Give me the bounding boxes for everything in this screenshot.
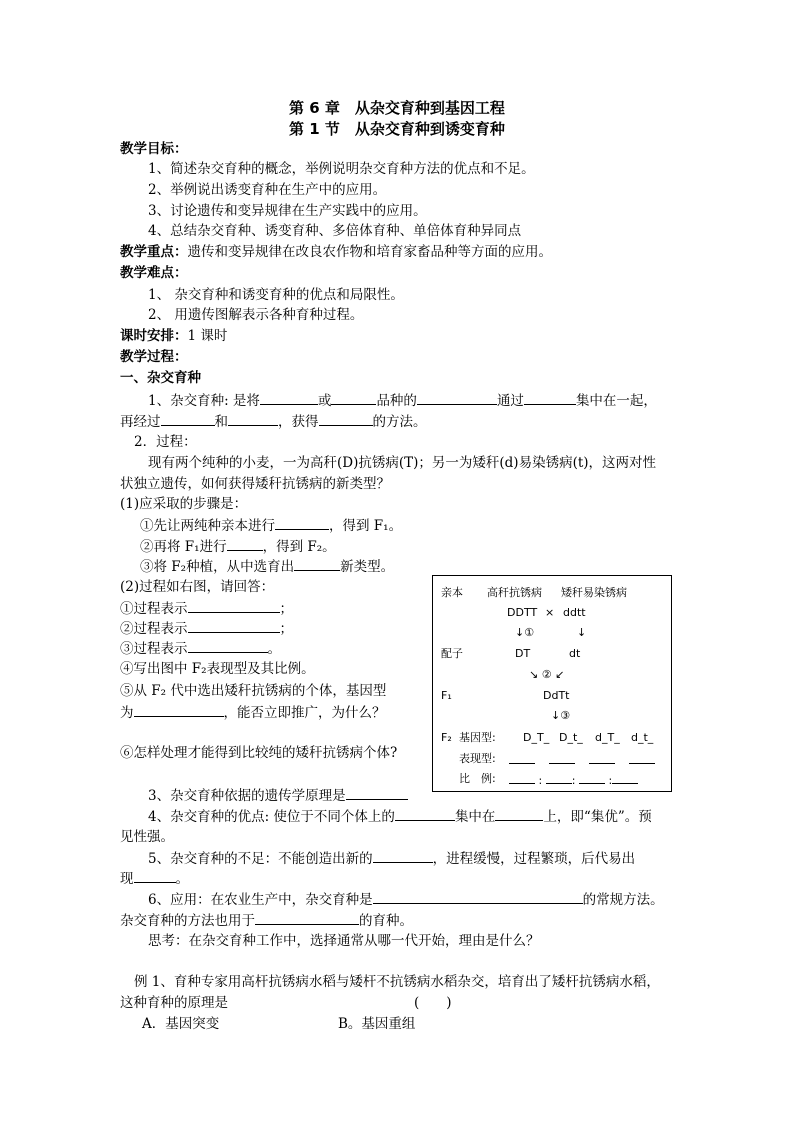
cross-symbol: × <box>545 606 555 619</box>
objective-item: 2、举例说出诱变育种在生产中的应用。 <box>148 182 387 198</box>
scenario-line-1: 现有两个纯种的小麦，一为高秆(D)抗锈病(T)；另一为矮秆(d)易染锈病(t)，这两对性 <box>148 455 657 471</box>
shortcoming-line-1: 5、杂交育种的不足：不能创造出新的 ，进程缓慢，过程繁琐，后代易出 <box>148 848 635 869</box>
arrow-step-3: ↓③ <box>551 709 571 722</box>
advantage-line-1: 4、杂交育种的优点: 使位于不同个体上的 集中在 上，即“集优”。预 <box>148 806 652 827</box>
chapter-title: 第 6 章 从杂交育种到基因工程 <box>289 99 505 117</box>
f2-genotype: d_T_ <box>595 731 620 744</box>
parent1-genotype: DDTT <box>507 606 538 619</box>
phenotype-label: 表现型: <box>459 752 496 765</box>
phenotype-blanks <box>509 752 655 768</box>
example-line-1: 例 1、育种专家用高杆抗锈病水稻与矮杆不抗锈病水稻杂交，培育出了矮杆抗锈病水稻， <box>134 974 660 990</box>
ratio-label: 比 例: <box>459 772 496 785</box>
gamete2: dt <box>569 647 581 660</box>
question-2a: ①过程表示 ； <box>120 598 293 619</box>
objective-item: 4、总结杂交育种、诱变育种、多倍体育种、单倍体育种异同点 <box>148 223 522 239</box>
question-2e: ⑤从 F₂ 代中选出矮秆抗锈病的个体，基因型 <box>120 683 387 699</box>
difficulty-heading: 教学难点： <box>120 265 188 281</box>
question-2d: ④写出图中 F₂表现型及其比例。 <box>120 661 315 677</box>
gamete1: DT <box>515 647 531 660</box>
gamete-label: 配子 <box>441 647 463 660</box>
step-1: ①先让两纯种亲本进行 ，得到 F₁。 <box>140 515 402 536</box>
question-2f: 为 ，能否立即推广，为什么？ <box>120 702 386 723</box>
definition-line-2: 再经过 和 ，获得 的方法。 <box>120 411 427 432</box>
process-heading: 教学过程： <box>120 349 188 365</box>
application-line-2: 杂交育种的方法也用于 的育种。 <box>120 910 413 931</box>
definition-line-1: 1、杂交育种: 是将 或 品种的 通过 集中在一起， <box>148 390 657 411</box>
process-label: 2．过程： <box>134 434 197 450</box>
principle-line: 3、杂交育种依据的遗传学原理是 <box>148 785 408 806</box>
difficulty-item: 1、 杂交育种和诱变育种的优点和局限性。 <box>148 287 404 303</box>
shortcoming-line-2: 现 。 <box>120 868 189 889</box>
objective-item: 1、简述杂交育种的概念，举例说明杂交育种方法的优点和不足。 <box>148 161 535 177</box>
key-point <box>120 242 552 262</box>
advantage-line-2: 见性强。 <box>120 829 174 845</box>
think-question: 思考：在杂交育种工作中，选择通常从哪一代开始，理由是什么？ <box>148 933 540 949</box>
application-line-1: 6、应用：在农业生产中，杂交育种是 的常规方法。 <box>148 889 664 910</box>
scenario-line-2: 状独立遗传，如何获得矮秆抗锈病的新类型？ <box>120 476 390 492</box>
question-2g: ⑥怎样处理才能得到比较纯的矮秆抗锈病个体? <box>120 745 398 761</box>
example-line-2: 这种育种的原理是 <box>120 995 228 1011</box>
parent-label: 亲本 <box>441 586 463 599</box>
step-2: ②再将 F₁进行 ，得到 F₂。 <box>140 536 336 557</box>
f2-genotype-label: 基因型: <box>459 731 496 744</box>
ratio-blanks: : : : <box>509 772 638 788</box>
parent2-phenotype: 矮秆易染锈病 <box>561 586 627 599</box>
question-2: (2)过程如右图，请回答： <box>120 579 275 595</box>
arrow-step-1: ↓① <box>515 626 535 639</box>
question-2b: ②过程表示 ； <box>120 618 293 639</box>
f1-genotype: DdTt <box>543 689 570 702</box>
question-2c: ③过程表示 。 <box>120 638 281 659</box>
f2-genotype: D_t_ <box>559 731 583 744</box>
objectives-heading: 教学目标： <box>120 141 188 157</box>
arrow-down: ↓ <box>577 626 587 639</box>
step-3: ③将 F₂种植，从中选育出 新类型。 <box>140 556 394 577</box>
answer-paren: ( ) <box>414 995 452 1011</box>
genetic-diagram <box>432 575 672 792</box>
key-point-text: 遗传和变异规律在改良农作物和培育家畜品种等方面的应用。 <box>187 244 552 260</box>
key-point-label: 教学重点： <box>120 244 188 260</box>
section-heading: 一、杂交育种 <box>120 370 201 386</box>
question-1: (1)应采取的步骤是： <box>120 496 248 512</box>
f2-genotype: D_T_ <box>523 731 550 744</box>
schedule-label: 课时安排： <box>120 328 188 344</box>
arrow-step-2: ↘ ② ↙ <box>529 668 565 681</box>
f2-label: F₂ <box>441 731 452 744</box>
schedule-text: 1 课时 <box>187 328 228 344</box>
objective-item: 3、讨论遗传和变异规律在生产实践中的应用。 <box>148 203 427 219</box>
option-a: A．基因突变 <box>142 1016 220 1032</box>
schedule <box>120 326 227 346</box>
difficulty-item: 2、 用遗传图解表示各种育种过程。 <box>148 307 364 323</box>
option-b: B。基因重组 <box>338 1016 416 1032</box>
f2-genotype: d_t_ <box>631 731 654 744</box>
parent1-phenotype: 高秆抗锈病 <box>487 586 542 599</box>
parent2-genotype: ddtt <box>563 606 586 619</box>
f1-label: F₁ <box>441 689 452 702</box>
section-title: 第 1 节 从杂交育种到诱变育种 <box>289 120 505 138</box>
